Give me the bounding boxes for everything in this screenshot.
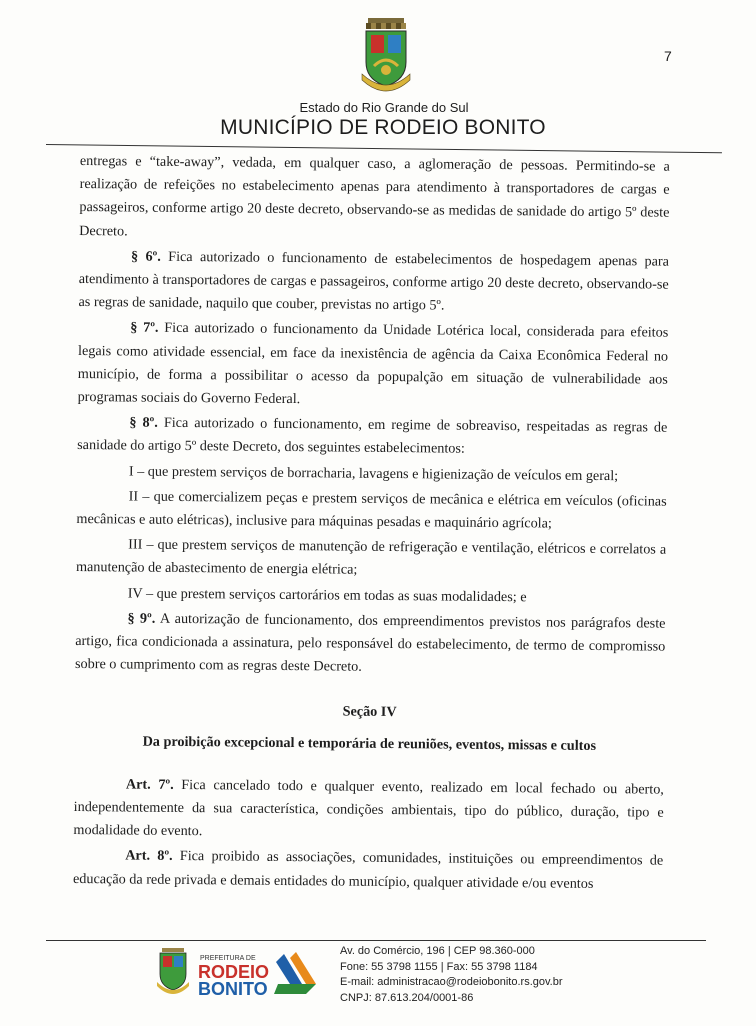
footer-email: E-mail: administracao@rodeiobonito.rs.gov.br: [340, 976, 563, 988]
paragraph-section-6: [78, 245, 669, 320]
municipality-title: MUNICÍPIO DE RODEIO BONITO: [220, 116, 546, 139]
list-item: III – que prestem serviços de manutenção de refrigeração e ventilação, elétricos e correlatos a manutenção de abastecimento de energia elétrica;: [75, 536, 667, 579]
list-item: II – que comercializem peças e prestem serviços de mecânica e elétrica em veículos (oficinas mecânicas e auto elétricas), inclusive para máquinas pesadas e maquinário agrícola;: [76, 488, 667, 532]
logo-word-2: BONITO: [198, 979, 268, 999]
paragraph-label: § 6º.: [130, 248, 161, 265]
list-item: IV – que prestem serviços cartorários em todas as suas modalidades; e: [127, 585, 527, 605]
footer-cnpj: CNPJ: 87.613.204/0001-86: [340, 991, 474, 1004]
article-label: Art. 7º.: [125, 776, 174, 793]
document-body: [73, 150, 670, 897]
list-item: I – que prestem serviços de borracharia, lavagens e higienização de veículos em geral;: [128, 463, 619, 484]
article-text: Fica proibido as associações, comunidades, instituições ou empreendimentos de educação da rede privada e demais entidades do município, qualquer atividade e/ou eventos: [72, 848, 664, 892]
municipal-coat-of-arms-icon: [358, 18, 414, 96]
state-name: Estado do Rio Grande do Sul: [299, 100, 469, 115]
article-text: Fica cancelado todo e qualquer evento, realizado em local fechado ou aberto, independentemente da sua característica, condições ambientais, tipo do público, duração, tipo e modalidade do evento.: [73, 776, 664, 840]
article-7: [73, 773, 664, 848]
paragraph-text: A autorização de funcionamento, dos empreendimentos previstos nos parágrafos deste artigo, fica condicionada a assinatura, pelo responsável do estabelecimento, de termo de compromisso sobre o cumprimento com as regras deste Decreto.: [74, 610, 666, 675]
paragraph-text: Fica autorizado o funcionamento de estabelecimentos de hospedagem apenas para atendimento à transportadores de cargas e passageiros, conforme artigo 20 deste decreto, observando-se as regras de sanidade, naquilo que couber, previstas no artigo 5º.: [78, 248, 670, 314]
footer-address: Av. do Comércio, 196 | CEP 98.360-000: [340, 945, 535, 957]
section-heading-block: [74, 698, 664, 758]
footer-divider: [46, 940, 706, 941]
paragraph-text: Fica autorizado o funcionamento da Unidade Lotérica local, considerada para efeitos legais como atividade essencial, em face da inexistência de agência da Caixa Econômica Federal no município, de forma a possibilitar o acesso da popupalção em situação de vulnerabilidade aos programas sociais do Governo Federal.: [77, 320, 669, 408]
footer-phone: Fone: 55 3798 1155 | Fax: 55 3798 1184: [340, 960, 538, 973]
section-subtitle: Da proibição excepcional e temporária de reuniões, eventos, missas e cultos: [142, 733, 597, 754]
article-8: [73, 844, 663, 896]
paragraph-text: Fica autorizado o funcionamento, em regime de sobreaviso, respeitadas as regras de sanidade do artigo 5º deste Decreto, dos seguintes estabelecimentos:: [77, 414, 668, 458]
paragraph-section-9: [75, 607, 666, 682]
paragraph-section-8: [77, 411, 667, 463]
section-title: Seção IV: [342, 704, 397, 721]
paragraph-continuation: entregas e “take-away”, vedada, em qualquer caso, a aglomeração de pessoas. Permitindo-se a realização de refeições no estabelecimento apenas para atendimento à transportadores de cargas e passageiros, conforme artigo 20 deste decreto, observando-se as medidas de sanidade do artigo 5º deste Decreto.: [79, 152, 670, 240]
prefeitura-logo-icon: [156, 944, 326, 1004]
paragraph-label: § 9º.: [127, 610, 156, 627]
logo-word-1: RODEIO: [198, 962, 270, 982]
paragraph-label: § 8º.: [129, 414, 158, 431]
paragraph-section-7: [78, 316, 669, 414]
paragraph-label: § 7º.: [130, 319, 159, 337]
article-label: Art. 8º.: [125, 847, 173, 865]
page-number: 7: [664, 48, 672, 64]
logo-small-text: PREFEITURA DE: [200, 955, 256, 962]
footer-contact: [340, 944, 563, 1006]
